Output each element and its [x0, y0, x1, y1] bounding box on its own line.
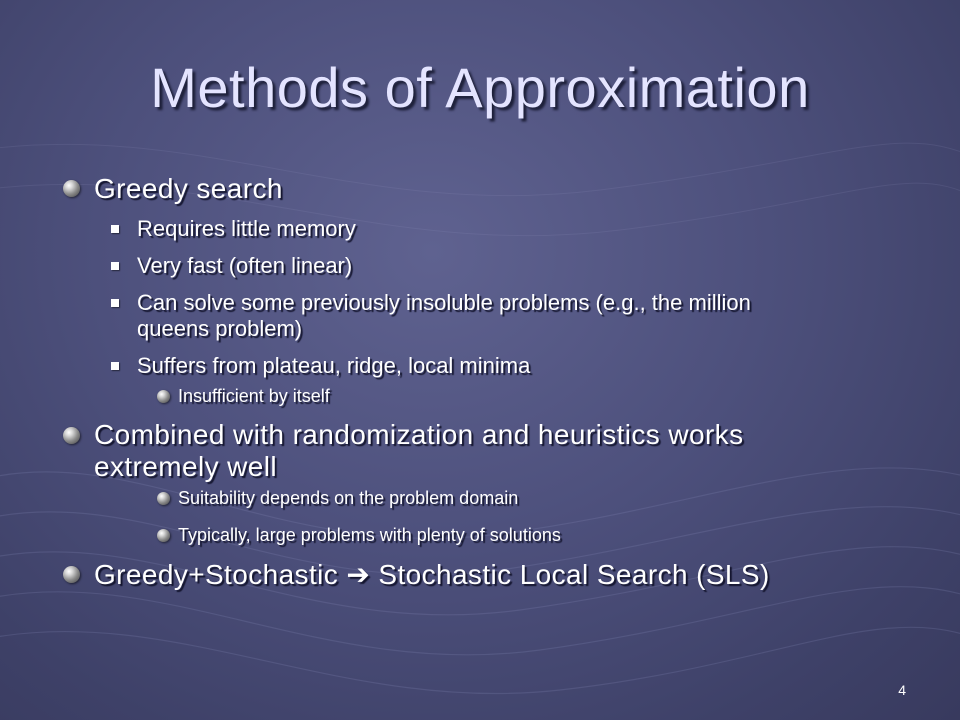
bullet-very-fast: Very fast (often linear): [137, 253, 353, 278]
bullet-can-solve-line2: queens problem): [137, 316, 303, 341]
bullet-ball-icon: [63, 566, 80, 583]
bullet-combined-line2: extremely well: [94, 451, 277, 482]
bullet-ball-icon: [157, 390, 170, 403]
bullet-insufficient: Insufficient by itself: [178, 386, 330, 406]
bullet-requires-little-memory: Requires little memory: [137, 216, 356, 241]
bullet-combined-line1: Combined with randomization and heuristics works: [94, 419, 744, 450]
page-number: 4: [898, 682, 906, 698]
bullet-suitability: Suitability depends on the problem domain: [178, 488, 519, 508]
bullet-square-icon: [111, 362, 119, 370]
bullet-square-icon: [111, 225, 119, 233]
bullet-ball-icon: [63, 180, 80, 197]
bullet-can-solve-line1: Can solve some previously insoluble problems (e.g., the million: [137, 290, 751, 315]
bullet-greedy-stochastic: Greedy+Stochastic ➔ Stochastic Local Search (SLS): [94, 559, 770, 590]
bullet-ball-icon: [63, 427, 80, 444]
bullet-typically: Typically, large problems with plenty of solutions: [178, 525, 561, 545]
bullet-ball-icon: [157, 492, 170, 505]
bullet-square-icon: [111, 262, 119, 270]
slide-title: Methods of Approximation: [150, 56, 810, 119]
bullet-ball-icon: [157, 529, 170, 542]
bullet-square-icon: [111, 299, 119, 307]
bullet-suffers: Suffers from plateau, ridge, local minima: [137, 353, 531, 378]
bullet-greedy-search: Greedy search: [94, 173, 283, 204]
